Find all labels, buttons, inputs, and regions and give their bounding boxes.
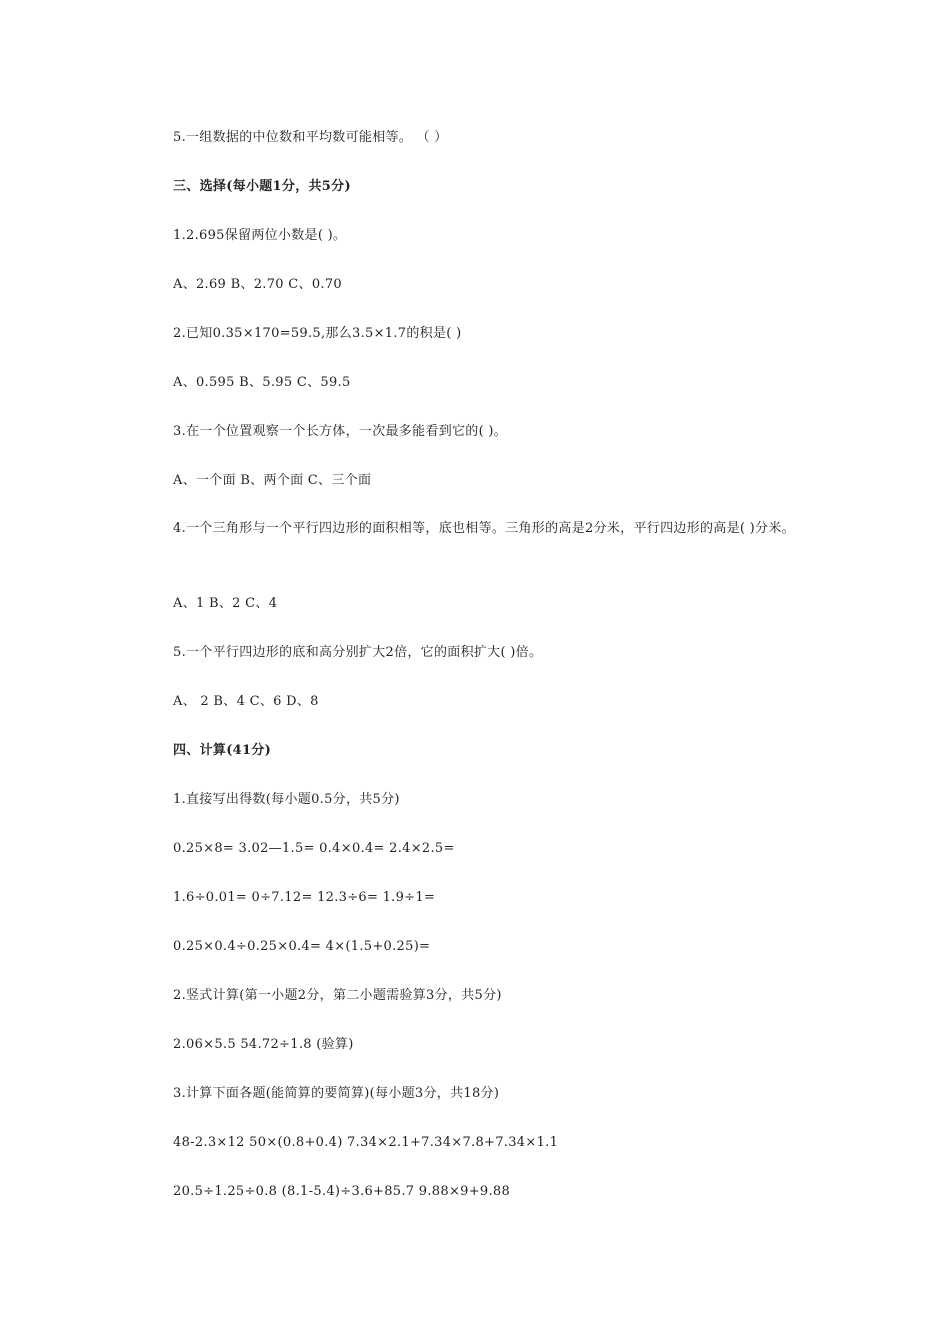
calc-part-3-title: 3.计算下面各题(能简算的要简算)(每小题3分，共18分): [173, 1086, 500, 1101]
calc-part-1-title: 1.直接写出得数(每小题0.5分，共5分): [173, 792, 400, 807]
choice-options-2: A、0.595 B、5.95 C、59.5: [173, 375, 351, 390]
calc-part-1-row-3: 0.25×0.4÷0.25×0.4= 4×(1.5+0.25)=: [173, 939, 431, 954]
judgment-item-5: 5.一组数据的中位数和平均数可能相等。 （ ）: [173, 130, 448, 145]
choice-options-1: A、2.69 B、2.70 C、0.70: [173, 277, 342, 292]
calc-part-2-title: 2.竖式计算(第一小题2分，第二小题需验算3分，共5分): [173, 988, 502, 1003]
choice-question-2: 2.已知0.35×170=59.5,那么3.5×1.7的积是( ): [173, 326, 462, 341]
calc-part-3-row-1: 48-2.3×12 50×(0.8+0.4) 7.34×2.1+7.34×7.8+7.34×1.1: [173, 1135, 559, 1150]
choice-question-4: 4.一个三角形与一个平行四边形的面积相等，底也相等。三角形的高是2分米，平行四边形的高是( )分米。: [173, 521, 795, 536]
choice-question-1: 1.2.695保留两位小数是( )。: [173, 228, 347, 243]
choice-question-5: 5.一个平行四边形的底和高分别扩大2倍，它的面积扩大( )倍。: [173, 645, 543, 660]
calc-part-3-row-2: 20.5÷1.25÷0.8 (8.1-5.4)÷3.6+85.7 9.88×9+9.88: [173, 1184, 511, 1199]
calc-part-2-row-1: 2.06×5.5 54.72÷1.8 (验算): [173, 1037, 354, 1052]
choice-options-4: A、1 B、2 C、4: [173, 596, 278, 611]
choice-options-5: A、 2 B、4 C、6 D、8: [173, 694, 319, 709]
section-heading-calculation: 四、计算(41分): [173, 743, 272, 758]
calc-part-1-row-2: 1.6÷0.01= 0÷7.12= 12.3÷6= 1.9÷1=: [173, 890, 436, 905]
calc-part-1-row-1: 0.25×8= 3.02—1.5= 0.4×0.4= 2.4×2.5=: [173, 841, 455, 856]
choice-question-3: 3.在一个位置观察一个长方体，一次最多能看到它的( )。: [173, 424, 508, 439]
section-heading-choice: 三、选择(每小题1分，共5分): [173, 179, 351, 194]
choice-options-3: A、一个面 B、两个面 C、三个面: [173, 473, 372, 488]
